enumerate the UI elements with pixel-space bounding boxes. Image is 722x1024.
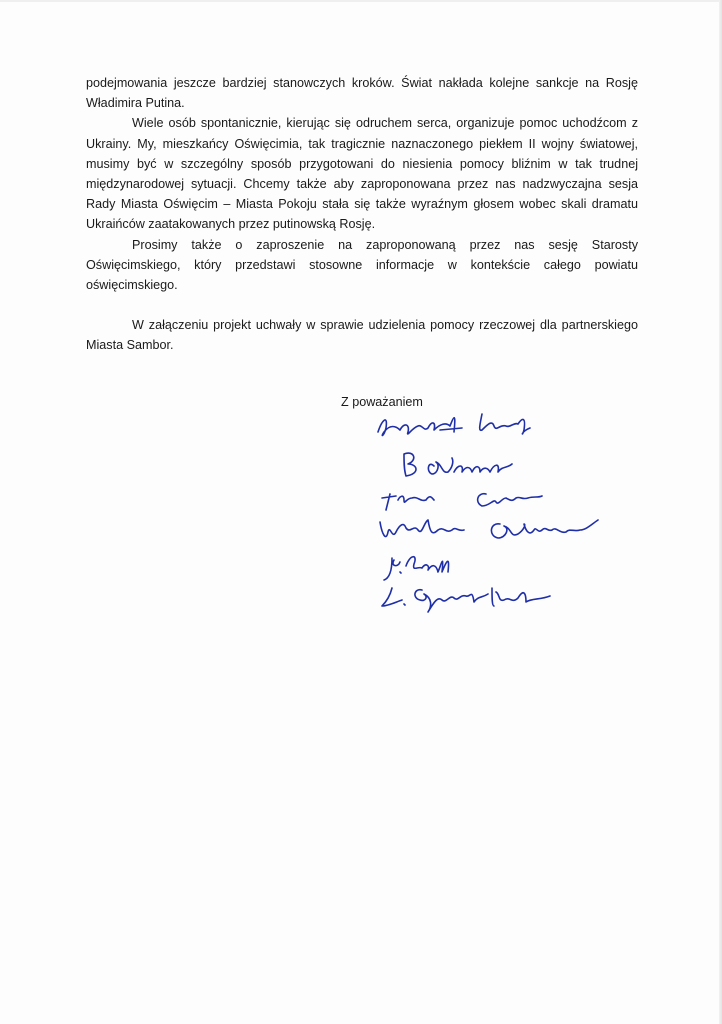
signature-2	[404, 453, 512, 476]
signature-1	[378, 414, 530, 435]
letter-body	[86, 73, 638, 356]
signature-3	[382, 494, 542, 510]
handwritten-signatures	[370, 402, 640, 620]
signature-4	[380, 520, 598, 538]
paragraph-attachment: W załączeniu projekt uchwały w sprawie udzielenia pomocy rzeczowej dla partnerskiego Miasta Sambor.	[86, 318, 638, 353]
signature-block	[370, 402, 640, 620]
closing-salutation: Z poważaniem	[341, 395, 423, 409]
paragraph-starost-invitation: Prosimy także o zaproszenie na zaproponowaną przez nas sesję Starosty Oświęcimskiego, który przedstawi stosowne informacje w kontekście całego powiatu oświęcimskiego.	[86, 237, 638, 293]
scan-border-top	[0, 0, 722, 2]
paragraph-refugee-help: Wiele osób spontanicznie, kierując się odruchem serca, organizuje pomoc uchodźcom z Ukrainy. My, mieszkańcy Oświęcimia, tak tragicznie naznaczonego piekłem II wojny światowej, musimy być w szczególny sposób przygotowani do niesienia pomocy bliźnim w tak trudnej międzynarodowej sytuacji. Chcemy także aby zaproponowana przez nas nadzwyczajna sesja Rady Miasta Oświęcim – Miasta Pokoju stała się także wyraźnym głosem wobec skali dramatu Ukraińców zaatakowanych przez putinowską Rosję.	[86, 116, 638, 232]
signature-6	[382, 588, 550, 612]
signature-5	[384, 557, 449, 580]
paragraph-continuation: podejmowania jeszcze bardziej stanowczych kroków. Świat nakłada kolejne sankcje na Rosję Władimira Putina.	[86, 76, 638, 111]
